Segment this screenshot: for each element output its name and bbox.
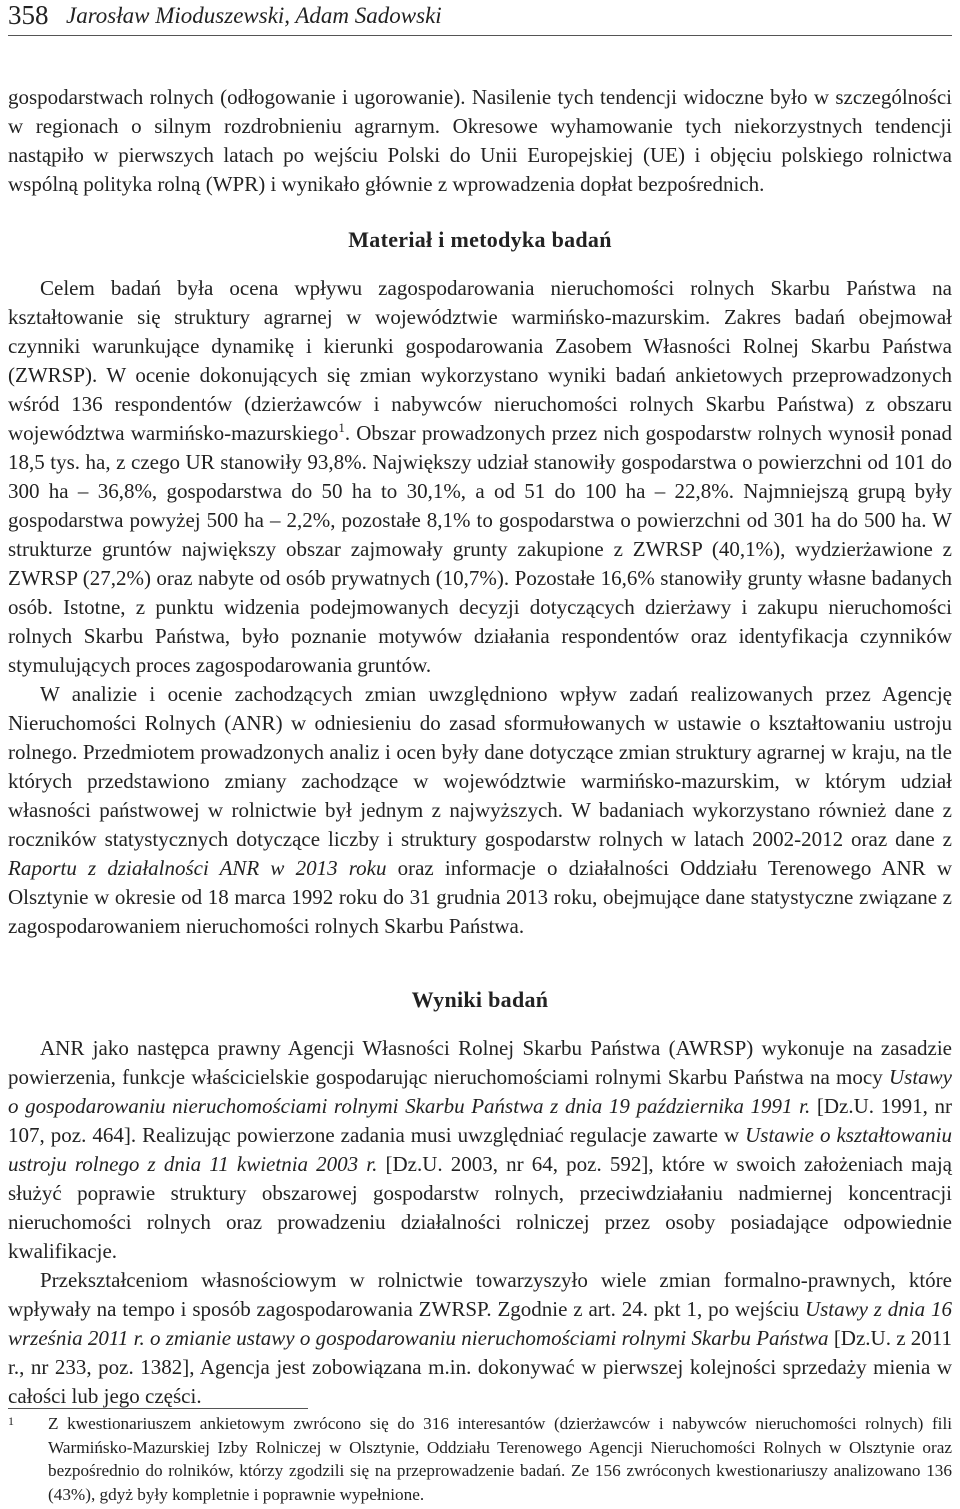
- results-paragraph-1: [8, 1034, 952, 1266]
- methods-paragraph-1: [8, 274, 952, 680]
- results-p2-text-b: [Dz.U. z 2011 r., nr 233, poz. 1382], Agencja jest zobowiązana m.in. dokonywać w pierwszej kolejności sprzedaży mienia w całości lub jego części.: [8, 1326, 952, 1408]
- results-paragraph-2: [8, 1266, 952, 1411]
- results-p1-text-b: [Dz.U. 1991, nr 107, poz. 464]. Realizując powierzone zadania musi uwzględniać regulacje zawarte w: [8, 1094, 952, 1147]
- results-p2-text-a: Przekształceniom własnościowym w rolnictwie towarzyszyło wiele zmian formalno-prawnych, które wpływały na tempo i sposób zagospodarowania ZWRSP. Zgodnie z art. 24. pkt 1, po wejściu: [8, 1268, 952, 1321]
- results-p1-text-c: [Dz.U. 2003, nr 64, poz. 592], które w swoich założeniach mają służyć poprawie struktury obszarowej gospodarstw rolnych, przeciwdziałaniu nadmiernej koncentracji nieruchomości rolnych oraz prowadzeniu działalności rolniczej przez osoby posiadające odpowiednie kwalifikacje.: [8, 1152, 952, 1263]
- results-p2-citation: Ustawy z dnia 16 września 2011 r. o zmianie ustawy o gospodarowaniu nieruchomościami rolnymi Skarbu Państwa: [8, 1297, 952, 1350]
- intro-paragraph: gospodarstwach rolnych (odłogowanie i ugorowanie). Nasilenie tych tendencji widoczne było w szczególności w regionach o silnym rozdrobnieniu agrarnym. Okresowe wyhamowanie tych niekorzystnych tendencji nastąpiło w pierwszych latach po wejściu Polski do Unii Europejskiej (UE) i objęciu polskiego rolnictwa wspólną polityka rolną (WPR) i wynikało głównie z wprowadzenia dopłat bezpośrednich.: [8, 85, 952, 196]
- footnote: [8, 1412, 952, 1506]
- methods-p2-citation: Raportu z działalności ANR w 2013 roku: [8, 856, 387, 880]
- page-header: [8, 0, 952, 36]
- results-p1-citation-2: Ustawie o kształtowaniu ustroju rolnego z dnia 11 kwietnia 2003 r.: [8, 1123, 952, 1176]
- footnote-ref[interactable]: 1: [338, 420, 345, 435]
- methods-p1-text-b: . Obszar prowadzonych przez nich gospodarstw rolnych wynosił ponad 18,5 tys. ha, z czego UR stanowiły 93,8%. Największy udział stanowiły gospodarstwa o powierzchni od 101 do 300 ha – 36,8%, gospodarstwa do 50 ha to 30,1%, a od 51 do 100 ha – 22,8%. Najmniejszą grupą były gospodarstwa powyżej 500 ha – 2,2%, pozostałe 8,1% to gospodarstwa o powierzchni od 301 ha do 500 ha. W strukturze gruntów największy obszar zajmowały grunty zakupione z ZWRSP (40,1%), wydzierżawione z ZWRSP (27,2%) oraz nabyte od osób prywatnych (10,7%). Pozostałe 16,6% stanowiły grunty własne badanych osób. Istotne, z punktu widzenia podejmowanych decyzji dotyczących dzierżawy i zakupu nieruchomości rolnych Skarbu Państwa, było poznanie motywów działania respondentów oraz identyfikacja czynników stymulujących proces zagospodarowania gruntów.: [8, 421, 952, 677]
- results-p1-text-a: ANR jako następca prawny Agencji Własności Rolnej Skarbu Państwa (AWRSP) wykonuje na zasadzie powierzenia, funkcje właścicielskie gospodarując nieruchomościami rolnymi Skarbu Państwa na mocy: [8, 1036, 952, 1089]
- header-rule: [8, 35, 952, 36]
- section-heading-methods: Materiał i metodyka badań: [348, 227, 612, 252]
- article-body: [8, 83, 952, 1411]
- footnote-text: Z kwestionariuszem ankietowym zwrócono się do 316 interesantów (dzierżawców i nabywców nieruchomości rolnych) fili Warmińsko-Mazurskiej Izby Rolniczej w Olsztynie, Oddziału Terenowego Agencji Nieruchomości Rolnych w Olsztynie oraz bezpośrednio do rolników, którzy zgodzili się na przeprowadzenie badań. Ze 156 zwróconych kwestionariuszy analizowano 136 (43%), gdyż były kompletnie i poprawnie wypełnione.: [48, 1414, 952, 1504]
- footnote-mark: 1: [8, 1414, 14, 1428]
- results-p1-citation-1: Ustawy o gospodarowaniu nieruchomościami rolnymi Skarbu Państwa z dnia 19 października 1991 r.: [8, 1065, 952, 1118]
- section-heading-results: Wyniki badań: [411, 987, 549, 1012]
- methods-p2-text-a: W analizie i ocenie zachodzących zmian uwzględniono wpływ zadań realizowanych przez Agencję Nieruchomości Rolnych (ANR) w odniesieniu do zasad sformułowanych w ustawie o kształtowaniu ustroju rolnego. Przedmiotem prowadzonych analiz i ocen były dane dotyczące zmian struktury agrarnej w kraju, na tle których przedstawiono zmiany zachodzące w województwie warmińsko-mazurskim, w którym udział własności państwowej w rolnictwie był jednym z najwyższych. W badaniach wykorzystano również dane z roczników statystycznych dotyczące liczby i struktury gospodarstw rolnych w latach 2002-2012 oraz dane z: [8, 682, 952, 851]
- methods-paragraph-2: [8, 680, 952, 941]
- methods-p1-text-a: Celem badań była ocena wpływu zagospodarowania nieruchomości rolnych Skarbu Państwa na kształtowanie się struktury agrarnej w województwie warmińsko-mazurskim. Zakres badań obejmował czynniki warunkujące dynamikę i kierunki gospodarowania Zasobem Własności Rolnej Skarbu Państwa (ZWRSP). W ocenie dokonujących się zmian wykorzystano wyniki badań ankietowych przeprowadzonych wśród 136 respondentów (dzierżawców i nabywców nieruchomości rolnych Skarbu Państwa) z obszaru województwa warmińsko-mazurskiego: [8, 276, 952, 445]
- running-head: Jarosław Mioduszewski, Adam Sadowski: [66, 3, 442, 28]
- page-number: 358: [8, 0, 49, 30]
- footnote-rule: [8, 1408, 308, 1409]
- methods-p2-text-b: oraz informacje o działalności Oddziału Terenowego ANR w Olsztynie w okresie od 18 marca 1992 roku do 31 grudnia 2013 roku, obejmujące dane statystyczne związane z zagospodarowaniem nieruchomości rolnych Skarbu Państwa.: [8, 856, 952, 938]
